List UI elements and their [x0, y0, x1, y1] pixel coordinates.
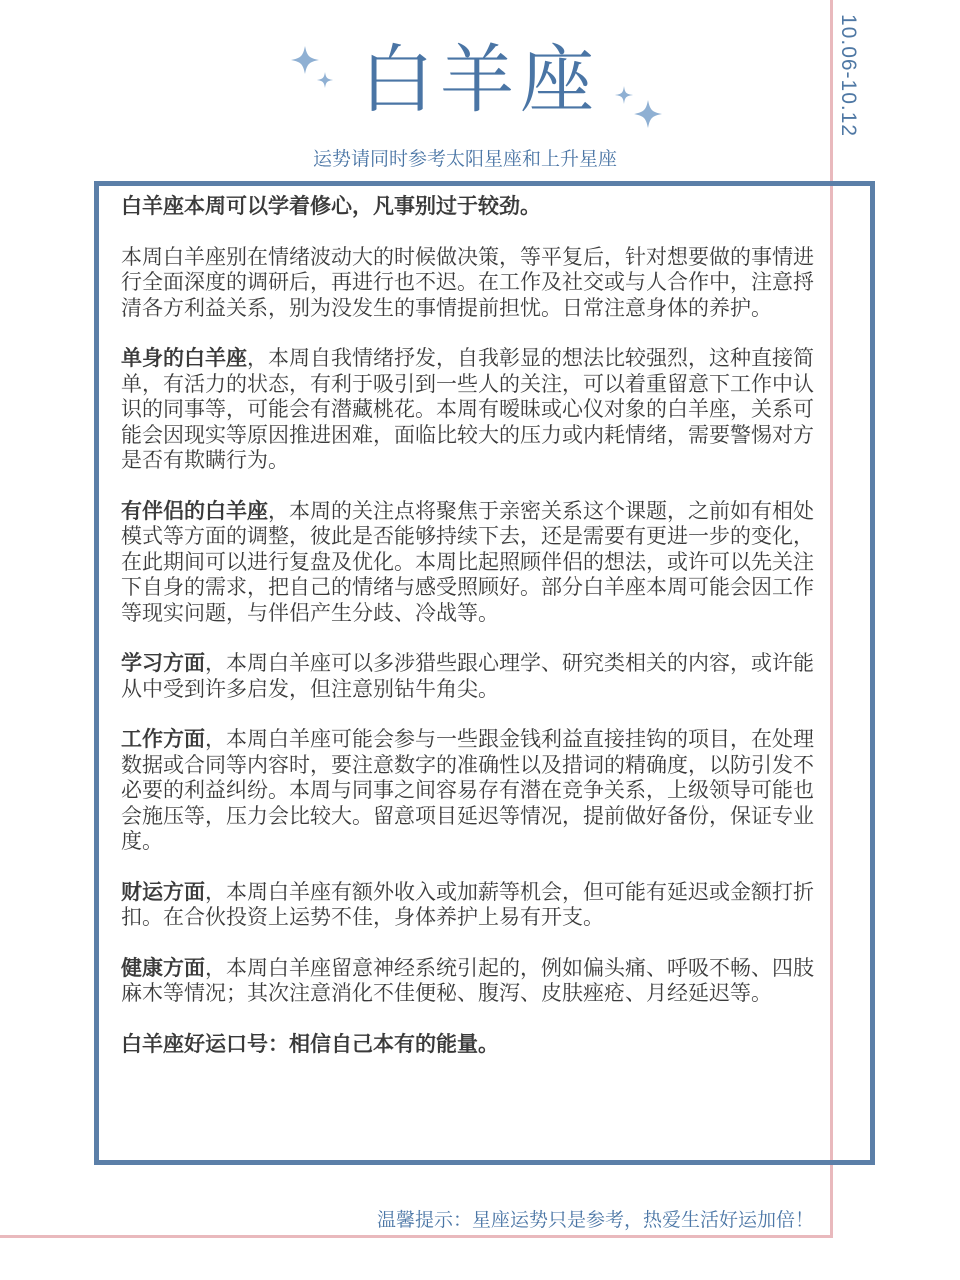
pink-horizontal-line — [0, 1235, 833, 1238]
section-finance — [121, 880, 819, 931]
intro-paragraph: 本周白羊座别在情绪波动大的时候做决策，等平复后，针对想要做的事情进行全面深度的调研后，再进行也不迟。在工作及社交或与人合作中，注意捋清各方利益关系，别为没发生的事情提前担忧。日常注意身体的养护。 — [121, 244, 814, 320]
section-text: ，本周自我情绪抒发，自我彰显的想法比较强烈，这种直接简单，有活力的状态，有利于吸引到一些人的关注，可以着重留意下工作中认识的同事等，可能会有潜藏桃花。本周有暧昧或心仪对象的白羊座，关系可能会因现实等原因推进困难，面临比较大的压力或内耗情绪，需要警惕对方是否有欺瞒行为。 — [121, 346, 814, 472]
section-text: ，本周的关注点将聚焦于亲密关系这个课题，之前如有相处模式等方面的调整，彼此是否能够持续下去，还是需要有更进一步的变化，在此期间可以进行复盘及优化。本周比起照顾伴侣的想法，或许可以先关注下自身的需求，把自己的情绪与感受照顾好。部分白羊座本周可能会因工作等现实问题，与伴侣产生分歧、冷战等。 — [121, 498, 814, 625]
section-label: 健康方面 — [121, 955, 205, 980]
date-range: 10.06-10.12 — [837, 14, 860, 138]
section-health — [121, 956, 819, 1007]
section-label: 单身的白羊座 — [121, 346, 247, 370]
sparkle-icon — [612, 84, 672, 140]
section-work — [121, 727, 819, 855]
section-study — [121, 651, 819, 702]
headline: 白羊座本周可以学着修心，凡事别过于较劲。 — [121, 194, 541, 218]
section-label: 有伴侣的白羊座 — [121, 498, 268, 523]
sparkle-icon — [285, 40, 345, 100]
section-text: ，本周白羊座留意神经系统引起的，例如偏头痛、呼吸不畅、四肢麻木等情况；其次注意消化不佳便秘、腹泻、皮肤痤疮、月经延迟等。 — [121, 955, 814, 1005]
section-text: ，本周白羊座可以多涉猎些跟心理学、研究类相关的内容，或许能从中受到许多启发，但注意别钻牛角尖。 — [121, 651, 814, 701]
section-label: 学习方面 — [121, 651, 205, 675]
section-partnered — [121, 499, 819, 627]
lucky-slogan: 白羊座好运口号：相信自己本有的能量。 — [121, 1031, 499, 1056]
section-label: 工作方面 — [121, 727, 205, 751]
horoscope-content — [121, 194, 819, 1082]
subtitle: 运势请同时参考太阳星座和上升星座 — [312, 148, 617, 170]
section-single — [121, 346, 819, 474]
page-title: 白羊座 — [360, 37, 600, 123]
section-text: ，本周白羊座可能会参与一些跟金钱利益直接挂钩的项目，在处理数据或合同等内容时，要注意数字的准确性以及措词的精确度，以防引发不必要的利益纠纷。本周与同事之间容易存有潜在竞争关系，上级领导可能也会施压等，压力会比较大。留意项目延迟等情况，提前做好备份，保证专业度。 — [121, 727, 814, 853]
section-text: ，本周白羊座有额外收入或加薪等机会，但可能有延迟或金额打折扣。在合伙投资上运势不佳，身体养护上易有开支。 — [121, 879, 814, 929]
section-label: 财运方面 — [121, 879, 205, 904]
footer-tip: 温馨提示：星座运势只是参考，热爱生活好运加倍！ — [376, 1209, 814, 1231]
